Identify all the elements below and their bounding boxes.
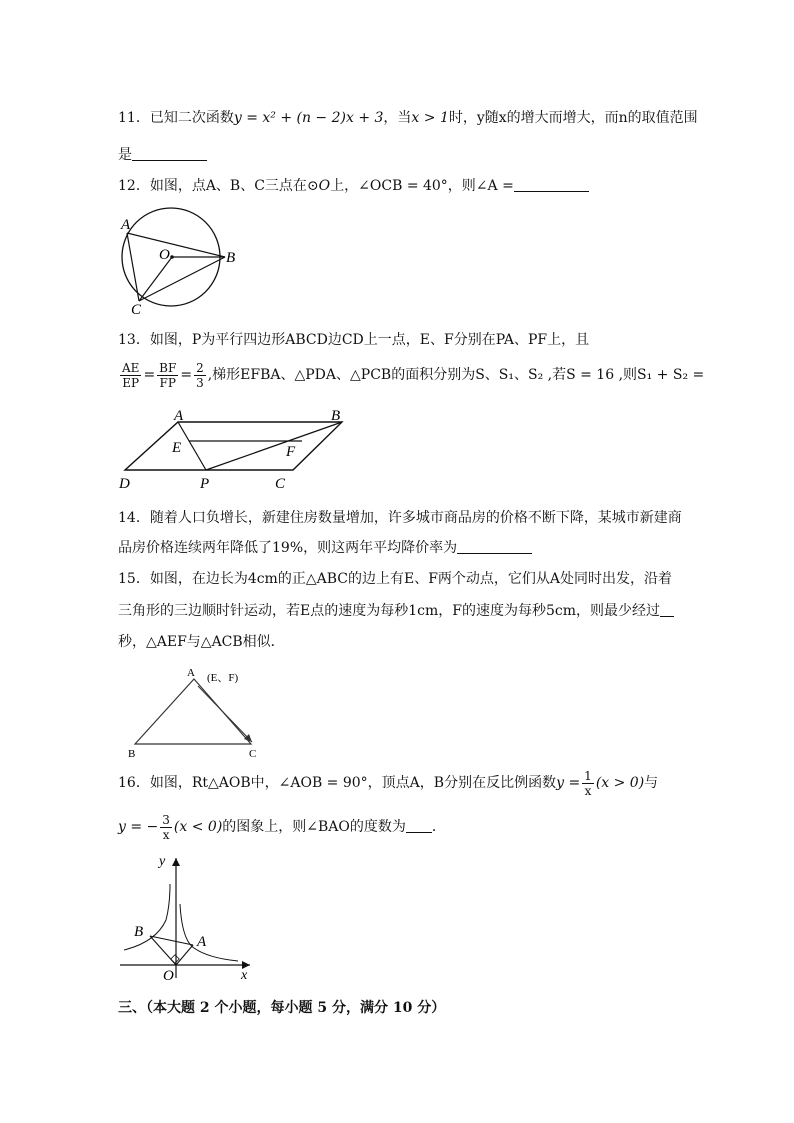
q16-line1-b: 与 [644, 775, 659, 791]
q15-label-c: C [249, 748, 257, 760]
q16-func2-num: 3 [162, 812, 170, 827]
q16-label-o: O [163, 968, 174, 982]
q11-line2 [118, 145, 207, 165]
q13-line2-rest: ,梯形EFBA、△PDA、△PCB的面积分别为S、S₁、S₂ ,若S = 16 ,则S₁ + S₂ = [207, 367, 705, 383]
q13-label-c: C [275, 476, 286, 492]
q16-func1-num: 1 [584, 768, 592, 783]
q11-formula: y = x² + (n − 2)x + 3 [233, 110, 384, 126]
q11-line2-text: 是 [118, 147, 132, 163]
q15-line3-text: 秒，△AEF与△ACB相似． [118, 634, 285, 650]
q13-label-b: B [331, 408, 341, 424]
q13-label-f: F [286, 444, 296, 460]
q13-label-d: D [119, 476, 130, 492]
q11-mid: ，当 [383, 110, 412, 126]
q11-rest: 时，y随x的增大而增大，而n的取值范围 [448, 110, 698, 126]
q13-line2: $\frac{AE}{EP}$ = $\frac{BF}{FP}$ = $\frac{2}{3}$ ,梯形EFBA、△PDA、△PCB的面积分别为S、S₁、S₂ ,若S = 16 ,则S₁ + S₂ = [122, 360, 705, 390]
q13-frac-bf-fp [157, 361, 178, 390]
q13-frac-ae-ep [120, 361, 141, 390]
q13-frac1-den: EP [122, 375, 140, 390]
q12-label-o: O [159, 247, 170, 263]
q14-line2 [118, 538, 532, 558]
q16-line2 [118, 812, 446, 842]
q14-line2-text: 品房价格连续两年降低了19%，则这两年平均降价率为 [118, 540, 458, 556]
q16-func2-frac [160, 813, 172, 842]
q15-line1-text: 15．如图，在边长为4cm的正△ABC的边上有E、F两个动点，它们从A处同时出发，沿着 [118, 571, 673, 587]
q16-line2-end: ． [431, 819, 446, 835]
q15-line2-text: 三角形的三边顺时针运动，若E点的速度为每秒1cm，F的速度为每秒5cm，则最少经过 [118, 603, 660, 619]
q15-answer-blank[interactable] [660, 602, 674, 617]
q12-text-a: 12．如图，点A、B、C三点在 [118, 178, 307, 194]
q11-prefix: 11．已知二次函数 [118, 110, 234, 126]
q16-func2-cond: (x < 0) [173, 819, 223, 835]
q16-line1-a: 16．如图，Rt△AOB中，∠AOB = 90°，顶点A，B分别在反比例函数 [118, 775, 557, 791]
q16-func1-den: x [584, 783, 592, 798]
q13-label-a: A [174, 408, 184, 424]
q13-line1 [118, 330, 589, 350]
q12-label-a: A [121, 217, 131, 233]
q16-func2-den: x [162, 827, 170, 842]
q13-line1-text: 13．如图，P为平行四边形ABCD边CD上一点，E、F分别在PA、PF上，且 [118, 332, 590, 348]
q14-line1 [118, 508, 682, 528]
q13-frac1-num: AE [122, 360, 140, 375]
q16-line2-rest: 的图象上，则∠BAO的度数为 [222, 819, 406, 835]
q13-frac3-den: 3 [196, 375, 204, 390]
q15-label-a: A [187, 667, 195, 679]
q15-label-ef: (E、F) [207, 672, 239, 684]
q15-line1 [118, 569, 672, 589]
q14-answer-blank[interactable] [457, 539, 532, 554]
q12-label-c: C [131, 302, 142, 318]
q16-figure [116, 850, 256, 986]
q16-func1-frac [582, 769, 594, 798]
q11-cond: x > 1 [411, 110, 449, 126]
q16-line1 [118, 768, 658, 798]
q12-label-b: B [226, 250, 236, 266]
q16-answer-blank[interactable] [406, 818, 432, 833]
q12-answer-blank[interactable] [514, 177, 589, 192]
q15-line3 [118, 632, 285, 652]
q16-func1-cond: (x > 0) [595, 775, 645, 791]
q16-label-x: x [241, 968, 248, 982]
q11-line1 [118, 108, 698, 128]
q13-frac2-den: FP [159, 375, 176, 390]
q12-figure [115, 206, 245, 322]
q14-line1-text: 14．随着人口负增长，新建住房数量增加，许多城市商品房的价格不断下降，某城市新建商 [118, 510, 682, 526]
section3-heading: 三、（本大题 2 个小题，每小题 5 分，满分 10 分） [118, 1000, 446, 1016]
q11-answer-blank[interactable] [132, 146, 207, 161]
q12-circle: ⊙O [306, 178, 331, 194]
q13-label-e: E [172, 440, 182, 456]
q13-frac-2-3 [194, 361, 206, 390]
q13-frac2-num: BF [159, 360, 177, 375]
q16-func2-y: y = − [118, 819, 159, 835]
q15-line2 [118, 601, 674, 621]
q15-label-b: B [128, 748, 136, 760]
q12-line [118, 176, 589, 196]
q13-frac3-num: 2 [196, 360, 204, 375]
q16-label-b: B [134, 924, 144, 940]
q16-func1-y: y = [556, 775, 581, 791]
q16-label-a: A [197, 934, 207, 950]
q16-label-y: y [159, 854, 166, 869]
q13-figure [115, 402, 355, 498]
q12-text-b: 上，∠OCB = 40°，则∠A = [330, 178, 514, 194]
q15-figure [125, 664, 270, 764]
q13-label-p: P [200, 476, 210, 492]
